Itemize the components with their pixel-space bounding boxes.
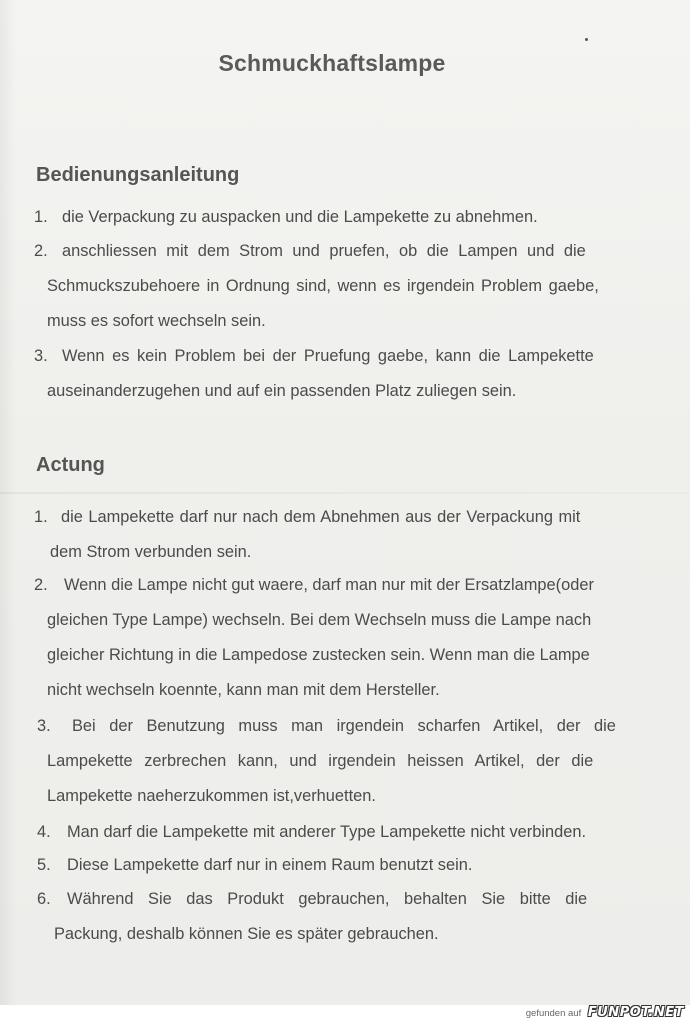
item-number: 3. (34, 347, 48, 365)
item-number: 4. (37, 823, 51, 841)
funpot-logo: FUNPOT.NET (587, 1005, 684, 1020)
item-number: 3. (37, 717, 51, 735)
item-line: die Lampekette darf nur nach dem Abnehmen aus der Verpackung mit (61, 508, 581, 526)
document-title: Schmuckhaftslampe (218, 50, 446, 76)
item-line: Wenn die Lampe nicht gut waere, darf man nur mit der Ersatzlampe(oder (64, 576, 594, 594)
section-heading-actung: Actung (36, 454, 105, 476)
item-number: 6. (37, 890, 51, 908)
item-line: anschliessen mit dem Strom und pruefen, ob die Lampen und die (62, 242, 586, 260)
item-line: Man darf die Lampekette mit anderer Type Lampekette nicht verbinden. (67, 823, 587, 841)
item-line: die Verpackung zu auspacken und die Lampekette zu abnehmen. (62, 208, 538, 226)
item-line: Schmuckszubehoere in Ordnung sind, wenn es irgendein Problem gaebe, (47, 277, 599, 295)
found-on-label: gefunden auf (525, 1008, 582, 1019)
item-number: 1. (34, 208, 48, 226)
item-number: 2. (34, 576, 48, 594)
paper-edge-shadow (0, 0, 16, 1005)
item-number: 1. (34, 508, 48, 526)
item-line: gleichen Type Lampe) wechseln. Bei dem Wechseln muss die Lampe nach (47, 611, 592, 629)
item-line: Wenn es kein Problem bei der Pruefung gaebe, kann die Lampekette (62, 347, 594, 365)
list-item (37, 709, 677, 814)
item-number: 5. (37, 856, 51, 874)
list-item (37, 848, 677, 883)
item-line: auseinanderzugehen und auf ein passenden Platz zuliegen sein. (47, 382, 517, 400)
list-item (34, 568, 674, 708)
list-item (34, 339, 674, 409)
list-item (37, 882, 677, 952)
list-item (37, 815, 677, 850)
paper-speck (585, 38, 588, 41)
section-heading-bedienungsanleitung: Bedienungsanleitung (36, 164, 240, 186)
list-item (34, 200, 674, 235)
item-line: Packung, deshalb können Sie es später gebrauchen. (54, 925, 439, 943)
item-line: Diese Lampekette darf nur in einem Raum benutzt sein. (67, 856, 473, 874)
list-item (34, 234, 674, 339)
item-line: dem Strom verbunden sein. (50, 543, 252, 561)
paper-fold-line (0, 492, 690, 494)
item-line: Bei der Benutzung muss man irgendein scharfen Artikel, der die (72, 717, 616, 735)
footer-credit (526, 1004, 684, 1022)
item-number: 2. (34, 242, 48, 260)
item-line: gleicher Richtung in die Lampedose zustecken sein. Wenn man die Lampe (47, 646, 590, 664)
list-item (34, 500, 674, 570)
item-line: muss es sofort wechseln sein. (47, 312, 266, 330)
item-line: nicht wechseln koennte, kann man mit dem Hersteller. (47, 681, 440, 699)
item-line: Während Sie das Produkt gebrauchen, behalten Sie bitte die (67, 890, 588, 908)
item-line: Lampekette naeherzukommen ist,verhuetten. (47, 787, 376, 805)
item-line: Lampekette zerbrechen kann, und irgendein heissen Artikel, der die (47, 752, 594, 770)
